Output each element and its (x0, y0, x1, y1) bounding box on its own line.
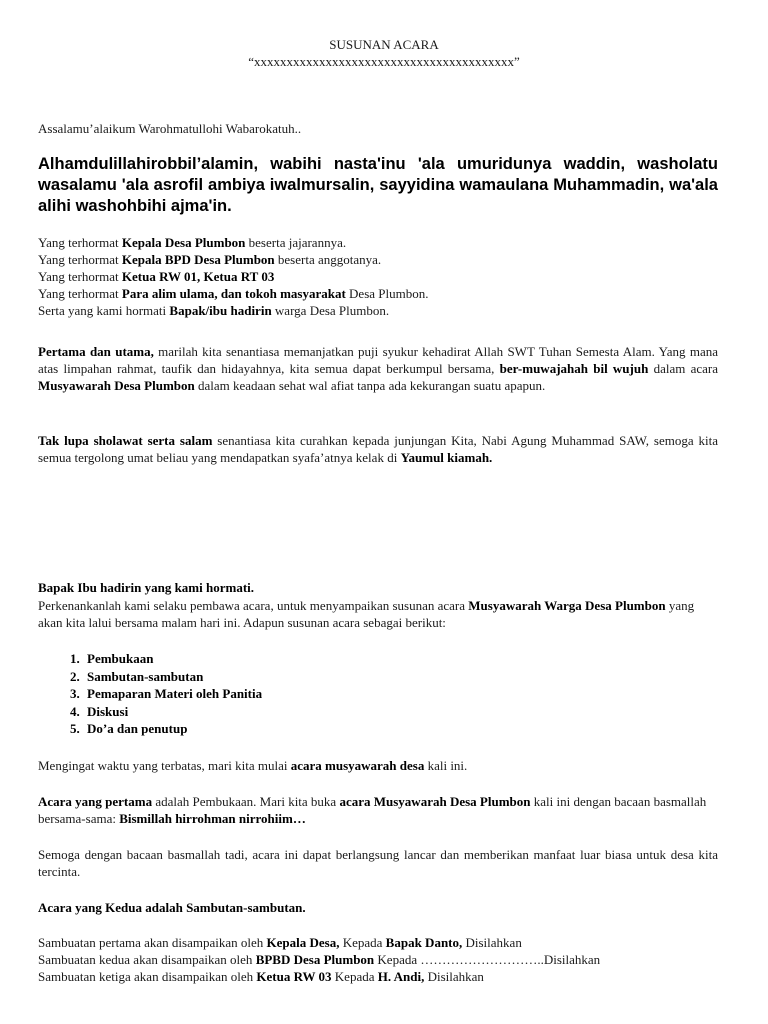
arabic-opening: Alhamdulillahirobbil’alamin, wabihi nasta'inu 'ala umuridunya waddin, washolatu wasalamu 'ala asrofil ambiya iwalmursalin, sayyidina wamaulana Muhammadin, wa'ala alihi washohbihi ajma'in. (38, 155, 718, 215)
agenda-list (38, 650, 262, 738)
hope-paragraph: Semoga dengan bacaan basmallah tadi, acara ini dapat berlangsung lancar dan memberikan manfaat luar biasa untuk desa kita tercinta. (38, 847, 718, 879)
acara-kedua-heading: Acara yang Kedua adalah Sambutan-sambutan. (38, 900, 306, 915)
acara-pertama-paragraph: Acara yang pertama adalah Pembukaan. Mari kita buka acara Musyawarah Desa Plumbon kali ini dengan bacaan basmallah bersama-sama: Bismillah hirrohman nirrohiim… (38, 794, 707, 826)
greeting-line: Yang terhormat Kepala BPD Desa Plumbon beserta anggotanya. (38, 252, 382, 267)
paragraph-gratitude: Pertama dan utama, marilah kita senantiasa memanjatkan puji syukur kehadirat Allah SWT Tuhan Semesta Alam. Yang mana atas limpahan rahmat, taufik dan hidayahnya, kita semua dapat berkumpul bersama, ber-muwajahah bil wujuh dalam acara Musyawarah Desa Plumbon dalam keadaan sehat wal afiat tanpa ada kekurangan suatu apapun. (38, 344, 718, 393)
agenda-item: 4. Diskusi (83, 703, 262, 721)
agenda-item: 3. Pemaparan Materi oleh Panitia (83, 685, 262, 703)
intro-paragraph: Perkenankanlah kami selaku pembawa acara, untuk menyampaikan susunan acara Musyawarah Warga Desa Plumbon yang akan kita lalui bersama malam hari ini. Adapun susunan acara sebagai berikut: (38, 598, 695, 630)
paragraph-sholawat: Tak lupa sholawat serta salam senantiasa kita curahkan kepada junjungan Kita, Nabi Agung Muhammad SAW, semoga kita semua tergolong umat beliau yang mendapatkan syafa’atnya kelak di Yaumul kiamah. (38, 433, 718, 465)
salam-line: Assalamu’alaikum Warohmatullohi Wabarokatuh.. (38, 121, 302, 136)
greetings-block (38, 234, 718, 319)
greeting-line: Yang terhormat Ketua RW 01, Ketua RT 03 (38, 269, 275, 284)
intro-heading: Bapak Ibu hadirin yang kami hormati. (38, 580, 255, 595)
speech-line: Sambuatan pertama akan disampaikan oleh Kepala Desa, Kepada Bapak Danto, Disilahkan (38, 935, 522, 950)
document-title: SUSUNAN ACARA (329, 37, 439, 52)
agenda-item: 5. Do’a dan penutup (83, 720, 262, 738)
greeting-line: Serta yang kami hormati Bapak/ibu hadirin warga Desa Plumbon. (38, 303, 390, 318)
reminder-line: Mengingat waktu yang terbatas, mari kita mulai acara musyawarah desa kali ini. (38, 758, 468, 773)
speech-line: Sambuatan ketiga akan disampaikan oleh Ketua RW 03 Kepada H. Andi, Disilahkan (38, 969, 484, 984)
speech-line: Sambuatan kedua akan disampaikan oleh BPBD Desa Plumbon Kepada ………………………..Disilahkan (38, 952, 601, 967)
agenda-item: 1. Pembukaan (83, 650, 262, 668)
greeting-line: Yang terhormat Kepala Desa Plumbon beserta jajarannya. (38, 235, 347, 250)
speeches-block (38, 934, 718, 985)
document-subtitle: “xxxxxxxxxxxxxxxxxxxxxxxxxxxxxxxxxxxxxxxx” (248, 54, 520, 69)
agenda-item: 2. Sambutan-sambutan (83, 668, 262, 686)
greeting-line: Yang terhormat Para alim ulama, dan tokoh masyarakat Desa Plumbon. (38, 286, 429, 301)
